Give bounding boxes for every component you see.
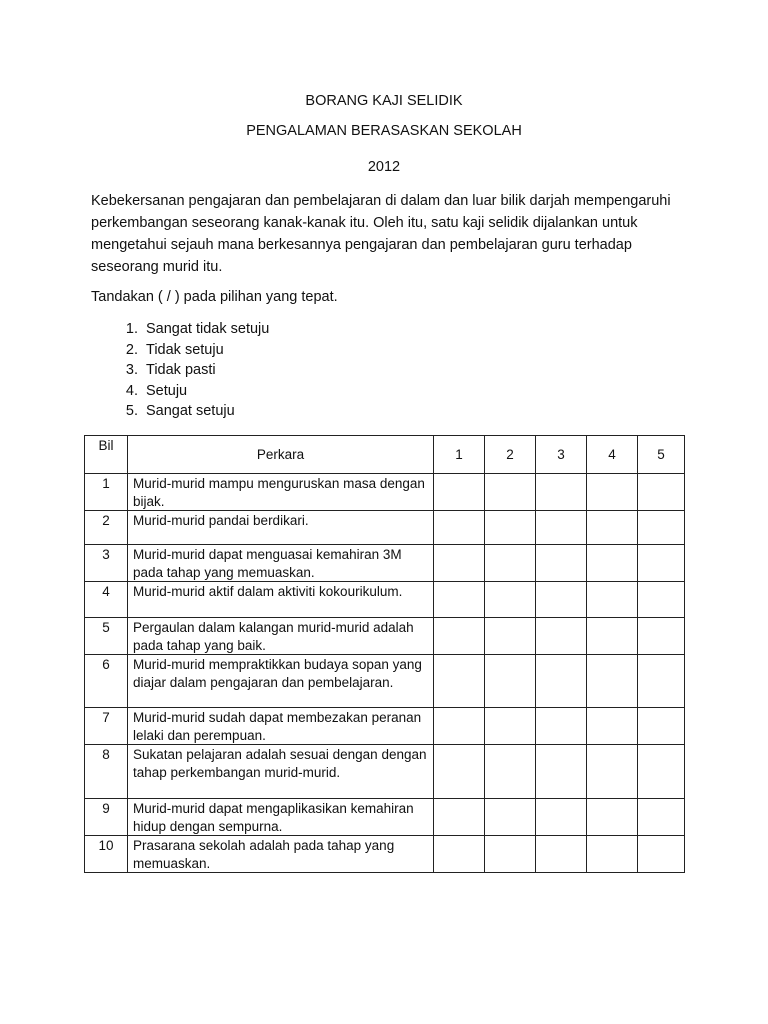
rating-cell-3[interactable] <box>536 655 587 708</box>
row-statement: Murid-murid dapat mengaplikasikan kemahiran hidup dengan sempurna. <box>128 799 434 836</box>
rating-cell-5[interactable] <box>638 799 685 836</box>
row-statement: Murid-murid pandai berdikari. <box>128 511 434 545</box>
rating-cell-3[interactable] <box>536 474 587 511</box>
rating-cell-4[interactable] <box>587 545 638 582</box>
table-row <box>85 545 685 582</box>
form-title: BORANG KAJI SELIDIK <box>305 93 463 109</box>
scale-label: Sangat setuju <box>146 403 235 419</box>
row-number: 9 <box>85 799 128 836</box>
rating-cell-2[interactable] <box>485 836 536 873</box>
scale-label: Sangat tidak setuju <box>146 321 270 337</box>
rating-cell-5[interactable] <box>638 708 685 745</box>
header-rating-3: 3 <box>536 436 587 474</box>
rating-cell-3[interactable] <box>536 582 587 618</box>
rating-cell-5[interactable] <box>638 511 685 545</box>
rating-cell-1[interactable] <box>434 545 485 582</box>
table-row <box>85 582 685 618</box>
header-rating-4: 4 <box>587 436 638 474</box>
rating-cell-2[interactable] <box>485 582 536 618</box>
row-number: 7 <box>85 708 128 745</box>
rating-cell-3[interactable] <box>536 799 587 836</box>
rating-cell-2[interactable] <box>485 511 536 545</box>
row-statement: Murid-murid aktif dalam aktiviti kokourikulum. <box>128 582 434 618</box>
row-number: 3 <box>85 545 128 582</box>
table-row <box>85 655 685 708</box>
rating-cell-3[interactable] <box>536 745 587 799</box>
table-row <box>85 708 685 745</box>
scale-item <box>92 401 269 422</box>
header-rating-1: 1 <box>434 436 485 474</box>
rating-cell-1[interactable] <box>434 511 485 545</box>
row-number: 2 <box>85 511 128 545</box>
rating-cell-1[interactable] <box>434 799 485 836</box>
rating-cell-4[interactable] <box>587 582 638 618</box>
rating-cell-5[interactable] <box>638 474 685 511</box>
rating-cell-3[interactable] <box>536 618 587 655</box>
header-bil: Bil <box>85 436 128 474</box>
row-statement: Murid-murid dapat menguasai kemahiran 3M pada tahap yang memuaskan. <box>128 545 434 582</box>
scale-number: 5. <box>125 403 138 419</box>
rating-cell-4[interactable] <box>587 836 638 873</box>
rating-cell-3[interactable] <box>536 836 587 873</box>
table-header-row <box>85 436 685 474</box>
scale-item <box>92 360 269 381</box>
row-statement: Prasarana sekolah adalah pada tahap yang memuaskan. <box>128 836 434 873</box>
rating-cell-1[interactable] <box>434 708 485 745</box>
scale-label: Tidak pasti <box>146 362 216 378</box>
table-row <box>85 618 685 655</box>
rating-cell-5[interactable] <box>638 545 685 582</box>
row-statement: Murid-murid sudah dapat membezakan peranan lelaki dan perempuan. <box>128 708 434 745</box>
table-row <box>85 511 685 545</box>
row-statement: Murid-murid mempraktikkan budaya sopan yang diajar dalam pengajaran dan pembelajaran. <box>128 655 434 708</box>
rating-cell-4[interactable] <box>587 618 638 655</box>
row-number: 10 <box>85 836 128 873</box>
scale-number: 2. <box>125 341 138 358</box>
scale-item <box>92 381 269 402</box>
rating-cell-2[interactable] <box>485 545 536 582</box>
rating-cell-3[interactable] <box>536 511 587 545</box>
rating-cell-1[interactable] <box>434 582 485 618</box>
table-row <box>85 474 685 511</box>
rating-cell-4[interactable] <box>587 511 638 545</box>
rating-cell-4[interactable] <box>587 745 638 799</box>
rating-cell-5[interactable] <box>638 745 685 799</box>
row-number: 6 <box>85 655 128 708</box>
rating-cell-1[interactable] <box>434 474 485 511</box>
form-year: 2012 <box>367 159 401 175</box>
rating-cell-2[interactable] <box>485 708 536 745</box>
table-row <box>85 836 685 873</box>
rating-cell-1[interactable] <box>434 836 485 873</box>
row-statement: Sukatan pelajaran adalah sesuai dengan dengan tahap perkembangan murid-murid. <box>128 745 434 799</box>
rating-cell-2[interactable] <box>485 474 536 511</box>
scale-number: 3. <box>125 362 138 378</box>
scale-number: 4. <box>125 382 138 399</box>
row-statement: Murid-murid mampu menguruskan masa dengan bijak. <box>128 474 434 511</box>
survey-table <box>84 435 685 873</box>
scale-item <box>92 340 269 361</box>
rating-cell-2[interactable] <box>485 655 536 708</box>
header-perkara: Perkara <box>128 436 434 474</box>
intro-paragraph: Kebekersanan pengajaran dan pembelajaran di dalam dan luar bilik darjah mempengaruhi perkembangan seseorang kanak-kanak itu. Oleh itu, satu kaji selidik dijalankan untuk mengetahui sejauh mana berkesannya pengajaran dan pembelajaran guru terhadap seseorang murid itu. <box>91 193 671 275</box>
row-number: 5 <box>85 618 128 655</box>
rating-cell-3[interactable] <box>536 708 587 745</box>
header-rating-5: 5 <box>638 436 685 474</box>
row-statement: Pergaulan dalam kalangan murid-murid adalah pada tahap yang baik. <box>128 618 434 655</box>
instruction-text: Tandakan ( / ) pada pilihan yang tepat. <box>91 289 338 305</box>
row-number: 4 <box>85 582 128 618</box>
scale-item <box>92 319 269 340</box>
table-row <box>85 799 685 836</box>
rating-cell-4[interactable] <box>587 799 638 836</box>
rating-cell-4[interactable] <box>587 708 638 745</box>
row-number: 8 <box>85 745 128 799</box>
rating-cell-2[interactable] <box>485 799 536 836</box>
form-subtitle: PENGALAMAN BERASASKAN SEKOLAH <box>246 123 522 139</box>
rating-cell-3[interactable] <box>536 545 587 582</box>
scale-number: 1. <box>125 321 138 337</box>
rating-cell-1[interactable] <box>434 655 485 708</box>
rating-cell-1[interactable] <box>434 618 485 655</box>
scale-label: Setuju <box>146 382 188 399</box>
rating-cell-5[interactable] <box>638 618 685 655</box>
table-row <box>85 745 685 799</box>
rating-cell-5[interactable] <box>638 836 685 873</box>
rating-cell-2[interactable] <box>485 745 536 799</box>
header-rating-2: 2 <box>485 436 536 474</box>
rating-cell-5[interactable] <box>638 582 685 618</box>
rating-cell-4[interactable] <box>587 474 638 511</box>
rating-cell-1[interactable] <box>434 745 485 799</box>
rating-cell-5[interactable] <box>638 655 685 708</box>
rating-cell-4[interactable] <box>587 655 638 708</box>
scale-label: Tidak setuju <box>146 341 224 358</box>
row-number: 1 <box>85 474 128 511</box>
rating-scale-list <box>92 319 269 422</box>
rating-cell-2[interactable] <box>485 618 536 655</box>
